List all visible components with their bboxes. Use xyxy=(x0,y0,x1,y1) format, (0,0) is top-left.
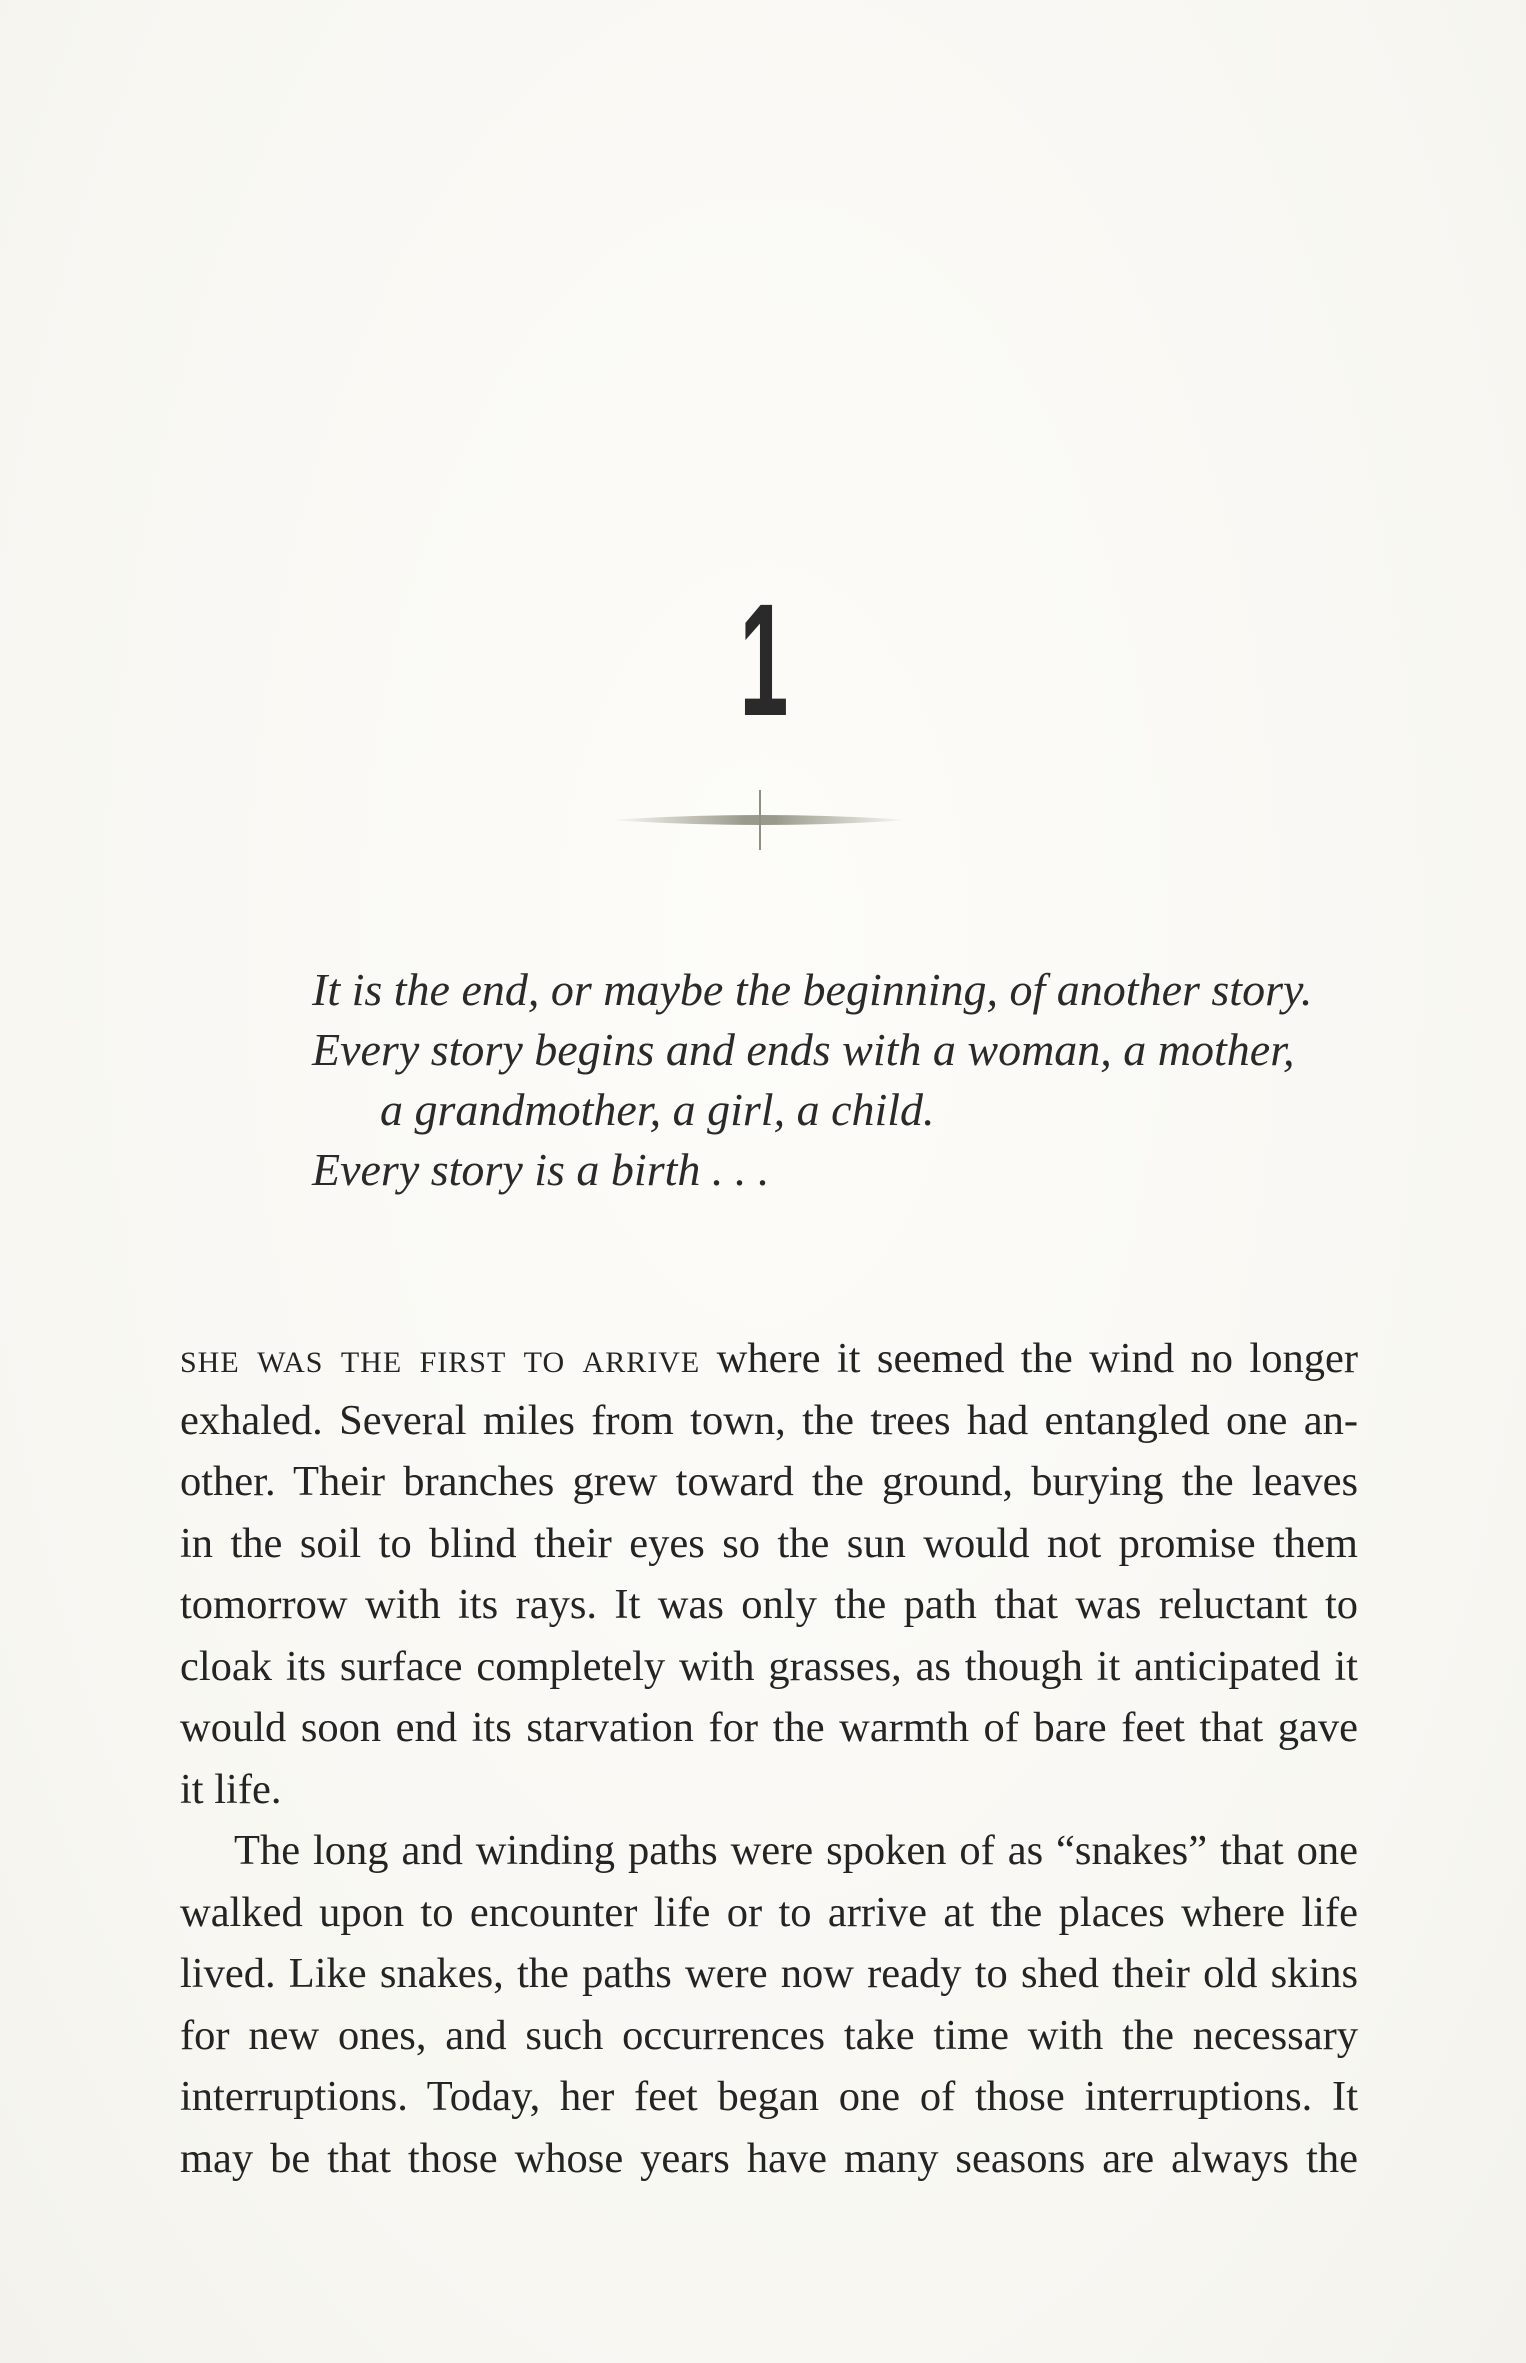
epigraph-line: It is the end, or maybe the beginning, of another story. xyxy=(312,964,1313,1015)
chapter-body-text xyxy=(180,1328,1358,2189)
body-line: for new ones, and such occurrences take time with the necessary xyxy=(180,2011,1358,2059)
body-line: lived. Like snakes, the paths were now ready to shed their old skins xyxy=(180,1950,1358,1997)
body-line: would soon end its starvation for the warmth of bare feet that gave xyxy=(180,1704,1358,1751)
body-line: cloak its surface completely with grasses, as though it anticipated it xyxy=(180,1642,1358,1690)
body-line: tomorrow with its rays. It was only the path that was reluctant to xyxy=(180,1581,1358,1628)
epigraph xyxy=(312,960,1312,1200)
epigraph-line: Every story is a birth . . . xyxy=(312,1144,770,1195)
chapter-ornament-divider xyxy=(600,780,920,860)
body-line: it life. xyxy=(180,1765,282,1813)
body-line xyxy=(180,1328,1358,1390)
body-line: The long and winding paths were spoken of as “snakes” that one xyxy=(234,1827,1358,1874)
body-line: walked upon to encounter life or to arrive at the places where life xyxy=(180,1888,1358,1936)
body-line-text: where it seemed the wind no longer xyxy=(700,1335,1358,1382)
opening-smallcaps: she was the first to arrive xyxy=(180,1335,701,1382)
body-line: other. Their branches grew toward the ground, burying the leaves xyxy=(180,1458,1358,1505)
body-line: interruptions. Today, her feet began one of those interruptions. It xyxy=(180,2073,1358,2120)
body-line: may be that those whose years have many seasons are always the xyxy=(180,2134,1358,2182)
epigraph-line: a grandmother, a girl, a child. xyxy=(380,1084,935,1135)
epigraph-line: Every story begins and ends with a woman, a mother, xyxy=(312,1024,1295,1075)
chapter-number: 1 xyxy=(739,570,789,749)
body-line: exhaled. Several miles from town, the trees had entangled one an- xyxy=(180,1396,1358,1444)
body-line: in the soil to blind their eyes so the sun would not promise them xyxy=(180,1519,1358,1567)
